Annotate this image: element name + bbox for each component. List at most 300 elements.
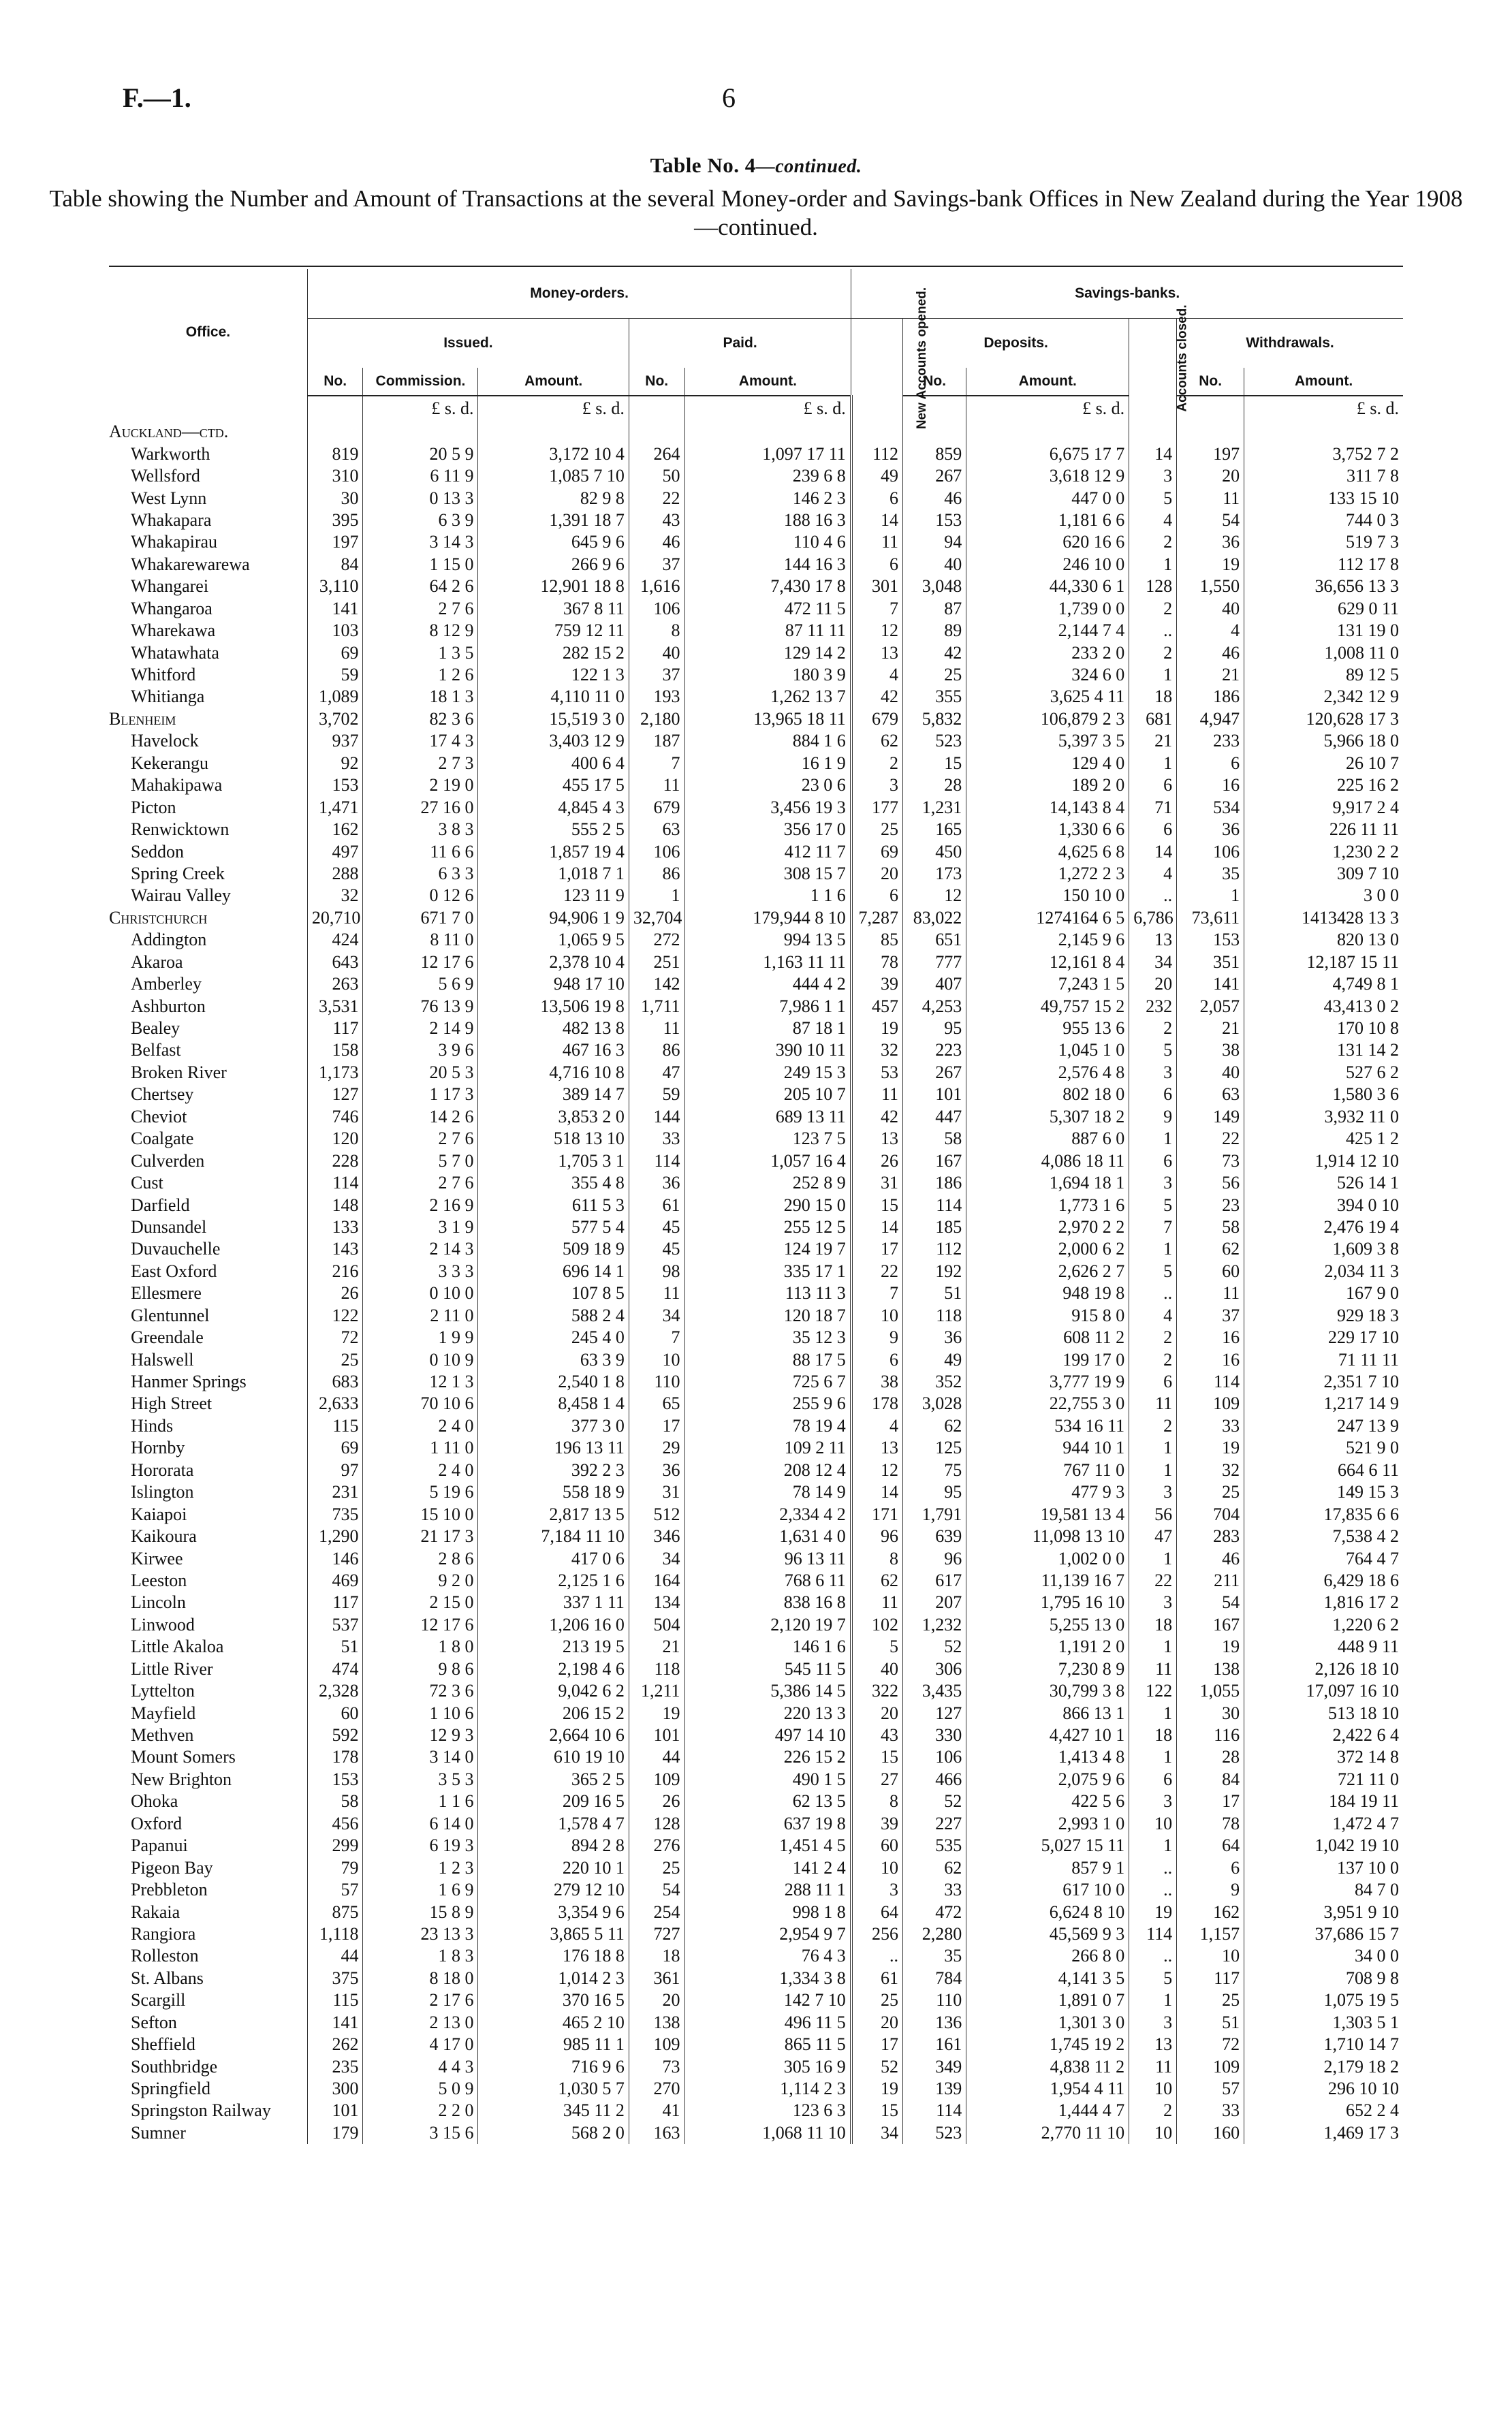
cell-paid-no: 109 [629, 2034, 684, 2055]
office-name: Whatawhata [131, 642, 219, 663]
cell-paid-no: 34 [629, 1305, 684, 1327]
table-row [109, 531, 1403, 553]
cell-paid-no: 101 [629, 1724, 684, 1746]
cell-deposits-no: 101 [903, 1084, 966, 1105]
cell-new-accounts: 12 [851, 1460, 903, 1481]
cell-accounts-closed: 14 [1129, 443, 1177, 464]
office-name: Addington [131, 930, 207, 950]
cell-commission: 6 19 3 [363, 1835, 478, 1857]
cell-deposits-no: 349 [903, 2055, 966, 2077]
cell-paid-no: 727 [629, 1923, 684, 1945]
cell-issued-amount: 2,540 1 8 [478, 1371, 629, 1393]
cell-accounts-closed: 2 [1129, 598, 1177, 620]
table-row [109, 1349, 1403, 1370]
cell-withdrawals-amount: 2,034 11 3 [1244, 1261, 1403, 1282]
cell-withdrawals-amount: 167 9 0 [1244, 1282, 1403, 1304]
cell-paid-amount: 87 11 11 [684, 620, 851, 642]
cell-issued-amount: 555 2 5 [478, 819, 629, 840]
cell-withdrawals-amount: 820 13 0 [1244, 929, 1403, 951]
table-row [109, 1261, 1403, 1282]
cell-withdrawals-no: 84 [1177, 1769, 1244, 1791]
table-row [109, 1216, 1403, 1238]
table-row [109, 1636, 1403, 1658]
cell-accounts-closed: 19 [1129, 1901, 1177, 1923]
cell-new-accounts: 301 [851, 575, 903, 597]
cell-paid-amount: 994 13 5 [684, 929, 851, 951]
office-name: Darfield [131, 1195, 190, 1215]
cell-issued-no: 746 [307, 1106, 363, 1128]
cell-withdrawals-amount: 71 11 11 [1244, 1349, 1403, 1370]
cell-accounts-closed: 5 [1129, 1039, 1177, 1061]
cell-withdrawals-amount: 296 10 10 [1244, 2078, 1403, 2100]
cell-issued-no: 497 [307, 840, 363, 862]
cell-paid-no: 63 [629, 819, 684, 840]
cell-withdrawals-no: 25 [1177, 1989, 1244, 2011]
cell-commission: 2 15 0 [363, 1592, 478, 1613]
cell-issued-amount: 1,578 4 7 [478, 1813, 629, 1835]
cell-issued-amount: 588 2 4 [478, 1305, 629, 1327]
cell-withdrawals-amount: 527 6 2 [1244, 1062, 1403, 1084]
cell-withdrawals-amount: 652 2 4 [1244, 2100, 1403, 2122]
cell-deposits-no: 355 [903, 686, 966, 708]
cell-new-accounts: 14 [851, 1481, 903, 1503]
cell-withdrawals-no: 37 [1177, 1305, 1244, 1327]
cell-issued-amount: 1,085 7 10 [478, 465, 629, 487]
cell-withdrawals-amount: 2,342 12 9 [1244, 686, 1403, 708]
cell-withdrawals-amount: 1,075 19 5 [1244, 1989, 1403, 2011]
cell-new-accounts: 679 [851, 708, 903, 730]
cell-new-accounts: 42 [851, 1106, 903, 1128]
cell-accounts-closed: 3 [1129, 1062, 1177, 1084]
table-subtitle: Table showing the Number and Amount of Transactions at the several Money-order and Savings-bank Offices in New Zealand during the Year 1908—continued. [49, 185, 1463, 240]
cell-new-accounts: 43 [851, 1724, 903, 1746]
cell-withdrawals-amount: 708 9 8 [1244, 1968, 1403, 1989]
cell-new-accounts: 322 [851, 1680, 903, 1702]
cell-accounts-closed: 681 [1129, 708, 1177, 730]
cell-deposits-amount: 1,739 0 0 [966, 598, 1129, 620]
cell-deposits-amount: 1274164 6 5 [966, 907, 1129, 929]
cell-issued-amount: 392 2 3 [478, 1460, 629, 1481]
cell-withdrawals-amount: 2,422 6 4 [1244, 1724, 1403, 1746]
cell-issued-amount: 3,172 10 4 [478, 443, 629, 464]
office-name: Bealey [131, 1018, 180, 1039]
cell-paid-amount: 288 11 1 [684, 1879, 851, 1901]
cell-new-accounts: 9 [851, 1327, 903, 1349]
cell-accounts-closed: 128 [1129, 575, 1177, 597]
table-row [109, 730, 1403, 752]
cell-paid-amount: 252 8 9 [684, 1172, 851, 1194]
cell-commission: 3 15 6 [363, 2122, 478, 2144]
cell-withdrawals-no: 6 [1177, 753, 1244, 774]
cell-commission: 1 2 6 [363, 664, 478, 686]
cell-issued-amount: 2,378 10 4 [478, 951, 629, 973]
cell-commission: 12 9 3 [363, 1724, 478, 1746]
cell-withdrawals-no [1177, 421, 1244, 443]
table-row [109, 1150, 1403, 1171]
cell-deposits-no: 267 [903, 1062, 966, 1084]
cell-paid-amount: 1,057 16 4 [684, 1150, 851, 1171]
cell-paid-no: 1,211 [629, 1680, 684, 1702]
cell-withdrawals-amount: 6,429 18 6 [1244, 1570, 1403, 1592]
cell-issued-amount: 279 12 10 [478, 1879, 629, 1901]
cell-paid-amount: 249 15 3 [684, 1062, 851, 1084]
table-row [109, 2122, 1403, 2144]
cell-issued-no: 819 [307, 443, 363, 464]
table-row [109, 929, 1403, 951]
cell-issued-no: 592 [307, 1724, 363, 1746]
cell-issued-no: 1,173 [307, 1062, 363, 1084]
cell-issued-amount: 355 4 8 [478, 1172, 629, 1194]
cell-commission: 12 17 6 [363, 951, 478, 973]
cell-new-accounts: 14 [851, 1216, 903, 1238]
cell-commission: 9 2 0 [363, 1570, 478, 1592]
cell-paid-no: 11 [629, 774, 684, 796]
cell-deposits-amount: 4,141 3 5 [966, 1968, 1129, 1989]
cell-deposits-amount: 12,161 8 4 [966, 951, 1129, 973]
cell-paid-no: 251 [629, 951, 684, 973]
cell-issued-no: 153 [307, 774, 363, 796]
cell-paid-no: 22 [629, 487, 684, 509]
cell-commission: 1 1 6 [363, 1791, 478, 1812]
cell-withdrawals-amount: 5,966 18 0 [1244, 730, 1403, 752]
cell-paid-no: 36 [629, 1460, 684, 1481]
office-name: Little Akaloa [131, 1637, 224, 1657]
cell-deposits-no: 52 [903, 1791, 966, 1812]
cell-commission: 6 3 3 [363, 863, 478, 885]
cell-issued-no: 72 [307, 1327, 363, 1349]
cell-withdrawals-no: 36 [1177, 819, 1244, 840]
cell-deposits-no: 58 [903, 1128, 966, 1150]
cell-issued-amount: 645 9 6 [478, 531, 629, 553]
cell-accounts-closed: 5 [1129, 1968, 1177, 1989]
cell-new-accounts: 10 [851, 1857, 903, 1878]
cell-commission: 21 17 3 [363, 1526, 478, 1547]
cell-issued-amount: 206 15 2 [478, 1702, 629, 1724]
cell-withdrawals-amount: 521 9 0 [1244, 1437, 1403, 1459]
cell-new-accounts: 52 [851, 2055, 903, 2077]
office-name: Papanui [131, 1835, 188, 1856]
cell-accounts-closed: 11 [1129, 1658, 1177, 1680]
cell-paid-no: 33 [629, 1128, 684, 1150]
cell-withdrawals-no: 141 [1177, 973, 1244, 995]
cell-paid-no: 37 [629, 554, 684, 575]
cell-withdrawals-amount: 17,835 6 6 [1244, 1503, 1403, 1525]
cell-deposits-amount: 3,618 12 9 [966, 465, 1129, 487]
cell-issued-amount: 7,184 11 10 [478, 1526, 629, 1547]
office-name: East Oxford [131, 1261, 217, 1281]
cell-accounts-closed: 1 [1129, 1702, 1177, 1724]
cell-new-accounts: 25 [851, 819, 903, 840]
table-row [109, 1614, 1403, 1636]
cell-new-accounts: 457 [851, 995, 903, 1017]
cell-commission: 0 10 0 [363, 1282, 478, 1304]
office-name: Whakapirau [131, 532, 218, 552]
cell-commission: 9 8 6 [363, 1658, 478, 1680]
cell-deposits-amount: 5,027 15 11 [966, 1835, 1129, 1857]
cell-commission: 70 10 6 [363, 1393, 478, 1415]
cell-withdrawals-no: 33 [1177, 2100, 1244, 2122]
cell-commission: 2 13 0 [363, 2012, 478, 2034]
cell-withdrawals-no: 6 [1177, 1857, 1244, 1878]
office-name: Glentunnel [131, 1305, 210, 1325]
cell-paid-amount: 5,386 14 5 [684, 1680, 851, 1702]
cell-withdrawals-amount: 1,914 12 10 [1244, 1150, 1403, 1171]
cell-accounts-closed: 6 [1129, 1769, 1177, 1791]
cell-paid-no: 504 [629, 1614, 684, 1636]
cell-commission: 5 7 0 [363, 1150, 478, 1171]
cell-issued-amount: 894 2 8 [478, 1835, 629, 1857]
cell-new-accounts: 17 [851, 2034, 903, 2055]
cell-issued-amount: 610 19 10 [478, 1746, 629, 1768]
cell-deposits-amount: 324 6 0 [966, 664, 1129, 686]
cell-issued-no: 148 [307, 1194, 363, 1216]
cell-deposits-amount: 7,230 8 9 [966, 1658, 1129, 1680]
office-name: Chertsey [131, 1084, 194, 1105]
cell-deposits-no: 52 [903, 1636, 966, 1658]
cell-deposits-amount: 233 2 0 [966, 642, 1129, 663]
cell-new-accounts: 26 [851, 1150, 903, 1171]
cell-paid-amount: 1,334 3 8 [684, 1968, 851, 1989]
cell-deposits-amount: 534 16 11 [966, 1415, 1129, 1437]
cell-commission: 11 6 6 [363, 840, 478, 862]
cell-paid-no: 54 [629, 1879, 684, 1901]
cell-withdrawals-no: 63 [1177, 1084, 1244, 1105]
cell-withdrawals-no: 56 [1177, 1172, 1244, 1194]
cell-issued-amount: 2,198 4 6 [478, 1658, 629, 1680]
cell-issued-no: 683 [307, 1371, 363, 1393]
cell-issued-amount: 467 16 3 [478, 1039, 629, 1061]
cell-commission: 1 10 6 [363, 1702, 478, 1724]
cell-new-accounts: 8 [851, 1791, 903, 1812]
cell-paid-amount: 490 1 5 [684, 1769, 851, 1791]
cell-accounts-closed: 18 [1129, 1614, 1177, 1636]
cell-deposits-amount: 1,413 4 8 [966, 1746, 1129, 1768]
cell-withdrawals-amount: 43,413 0 2 [1244, 995, 1403, 1017]
cell-deposits-no: 466 [903, 1769, 966, 1791]
cell-deposits-amount: 767 11 0 [966, 1460, 1129, 1481]
cell-withdrawals-amount: 84 7 0 [1244, 1879, 1403, 1901]
cell-paid-amount: 87 18 1 [684, 1018, 851, 1039]
cell-new-accounts: 102 [851, 1614, 903, 1636]
office-name: Southbridge [131, 2056, 218, 2077]
cell-issued-amount: 558 18 9 [478, 1481, 629, 1503]
table-row [109, 487, 1403, 509]
cell-new-accounts: 13 [851, 642, 903, 663]
cell-deposits-no: 114 [903, 2100, 966, 2122]
cell-paid-no: 41 [629, 2100, 684, 2122]
cell-new-accounts: 112 [851, 443, 903, 464]
cell-accounts-closed: 3 [1129, 2012, 1177, 2034]
cell-deposits-no: 3,048 [903, 575, 966, 597]
cell-withdrawals-no: 233 [1177, 730, 1244, 752]
cell-accounts-closed: 71 [1129, 796, 1177, 818]
header-deposits: Deposits. [903, 319, 1129, 368]
cell-accounts-closed: 6,786 [1129, 907, 1177, 929]
table-row [109, 1857, 1403, 1878]
cell-accounts-closed: 13 [1129, 929, 1177, 951]
cell-paid-amount: 2,334 4 2 [684, 1503, 851, 1525]
cell-issued-amount: 8,458 1 4 [478, 1393, 629, 1415]
cell-deposits-no: 83,022 [903, 907, 966, 929]
cell-withdrawals-no: 19 [1177, 1437, 1244, 1459]
cell-deposits-amount: 915 8 0 [966, 1305, 1129, 1327]
cell-paid-amount: 335 17 1 [684, 1261, 851, 1282]
cell-new-accounts: 42 [851, 686, 903, 708]
cell-withdrawals-amount: 131 19 0 [1244, 620, 1403, 642]
cell-new-accounts: 32 [851, 1039, 903, 1061]
cell-new-accounts: 6 [851, 554, 903, 575]
office-name: Christchurch [109, 907, 208, 928]
cell-issued-no: 30 [307, 487, 363, 509]
office-name: Kirwee [131, 1548, 183, 1568]
cell-new-accounts: 7,287 [851, 907, 903, 929]
cell-commission: 27 16 0 [363, 796, 478, 818]
cell-deposits-amount: 4,086 18 11 [966, 1150, 1129, 1171]
cell-accounts-closed: 10 [1129, 2122, 1177, 2144]
cell-withdrawals-no: 40 [1177, 598, 1244, 620]
cell-paid-no: 31 [629, 1481, 684, 1503]
header-savings-banks: Savings-banks. [851, 269, 1403, 319]
cell-paid-amount: 239 6 8 [684, 465, 851, 487]
cell-withdrawals-amount: 629 0 11 [1244, 598, 1403, 620]
table-continued: —continued. [755, 156, 862, 177]
cell-withdrawals-no: 58 [1177, 1216, 1244, 1238]
cell-withdrawals-no: 17 [1177, 1791, 1244, 1812]
cell-paid-no: 59 [629, 1084, 684, 1105]
office-name: Islington [131, 1482, 194, 1502]
cell-new-accounts: 20 [851, 863, 903, 885]
cell-withdrawals-amount: 131 14 2 [1244, 1039, 1403, 1061]
cell-paid-no: 25 [629, 1857, 684, 1878]
header-deposits-no: No. [903, 368, 966, 396]
cell-paid-no: 45 [629, 1238, 684, 1260]
cell-new-accounts: 38 [851, 1371, 903, 1393]
cell-deposits-amount: 477 9 3 [966, 1481, 1129, 1503]
cell-deposits-amount: 608 11 2 [966, 1327, 1129, 1349]
cell-withdrawals-amount: 4,749 8 1 [1244, 973, 1403, 995]
cell-withdrawals-amount: 309 7 10 [1244, 863, 1403, 885]
header-money-orders: Money-orders. [307, 269, 851, 319]
header-paid-amount: Amount. [684, 368, 851, 396]
cell-withdrawals-amount: 184 19 11 [1244, 1791, 1403, 1812]
cell-withdrawals-amount: 1,220 6 2 [1244, 1614, 1403, 1636]
cell-issued-amount: 518 13 10 [478, 1128, 629, 1150]
cell-paid-no: 110 [629, 1371, 684, 1393]
cell-new-accounts: 31 [851, 1172, 903, 1194]
cell-accounts-closed: 11 [1129, 1393, 1177, 1415]
cell-paid-amount: 13,965 18 11 [684, 708, 851, 730]
cell-paid-no: 32,704 [629, 907, 684, 929]
cell-deposits-amount: 887 6 0 [966, 1128, 1129, 1150]
cell-accounts-closed: 2 [1129, 2100, 1177, 2122]
cell-deposits-amount: 948 19 8 [966, 1282, 1129, 1304]
office-name: Whakarewarewa [131, 554, 250, 574]
cell-paid-no: 1,616 [629, 575, 684, 597]
table-row [109, 509, 1403, 531]
cell-issued-no: 84 [307, 554, 363, 575]
cell-accounts-closed [1129, 421, 1177, 443]
cell-issued-amount: 1,065 9 5 [478, 929, 629, 951]
cell-issued-amount: 948 17 10 [478, 973, 629, 995]
cell-commission: 2 14 3 [363, 1238, 478, 1260]
cell-new-accounts: 60 [851, 1835, 903, 1857]
cell-paid-no: 106 [629, 840, 684, 862]
cell-commission: 2 7 6 [363, 598, 478, 620]
cell-issued-no: 424 [307, 929, 363, 951]
table-row [109, 1592, 1403, 1613]
cell-deposits-no [903, 421, 966, 443]
cell-paid-amount: 768 6 11 [684, 1570, 851, 1592]
cell-accounts-closed: 7 [1129, 1216, 1177, 1238]
cell-issued-amount: 1,206 16 0 [478, 1614, 629, 1636]
cell-deposits-no: 1,791 [903, 1503, 966, 1525]
cell-paid-amount: 1,262 13 7 [684, 686, 851, 708]
cell-new-accounts [851, 421, 903, 443]
cell-new-accounts: .. [851, 1945, 903, 1967]
cell-deposits-no: 40 [903, 554, 966, 575]
office-name: Coalgate [131, 1129, 194, 1149]
cell-issued-amount: 509 18 9 [478, 1238, 629, 1260]
table-row [109, 1680, 1403, 1702]
cell-paid-amount: 120 18 7 [684, 1305, 851, 1327]
cell-commission: 1 9 9 [363, 1327, 478, 1349]
table-row [109, 1526, 1403, 1547]
cell-deposits-no: 127 [903, 1702, 966, 1724]
office-name: Wellsford [131, 466, 200, 486]
cell-paid-no: 21 [629, 1636, 684, 1658]
cell-deposits-no: 1,232 [903, 1614, 966, 1636]
cell-deposits-amount: 1,272 2 3 [966, 863, 1129, 885]
table-number: Table No. 4 [650, 153, 756, 177]
cell-deposits-amount: 857 9 1 [966, 1857, 1129, 1878]
cell-withdrawals-no: 534 [1177, 796, 1244, 818]
cell-new-accounts: 7 [851, 598, 903, 620]
cell-withdrawals-amount: 764 4 7 [1244, 1547, 1403, 1569]
cell-issued-no: 143 [307, 1238, 363, 1260]
cell-paid-amount: 3,456 19 3 [684, 796, 851, 818]
cell-commission: 1 3 5 [363, 642, 478, 663]
cell-commission: 4 17 0 [363, 2034, 478, 2055]
office-name: Prebbleton [131, 1880, 208, 1900]
office-name: Hornby [131, 1438, 185, 1458]
cell-issued-amount: 2,817 13 5 [478, 1503, 629, 1525]
cell-deposits-amount: 2,970 2 2 [966, 1216, 1129, 1238]
cell-deposits-no: 192 [903, 1261, 966, 1282]
office-name: Sumner [131, 2122, 186, 2143]
cell-new-accounts: 10 [851, 1305, 903, 1327]
table-row [109, 1570, 1403, 1592]
cell-new-accounts: 11 [851, 531, 903, 553]
cell-issued-no: 263 [307, 973, 363, 995]
cell-commission: 8 18 0 [363, 1968, 478, 1989]
cell-new-accounts: 15 [851, 1194, 903, 1216]
cell-paid-amount: 412 11 7 [684, 840, 851, 862]
cell-withdrawals-amount: 929 18 3 [1244, 1305, 1403, 1327]
cell-accounts-closed: 4 [1129, 509, 1177, 531]
cell-accounts-closed: 122 [1129, 1680, 1177, 1702]
cell-deposits-amount: 447 0 0 [966, 487, 1129, 509]
cell-paid-amount: 146 2 3 [684, 487, 851, 509]
cell-commission: 1 8 0 [363, 1636, 478, 1658]
cell-paid-no: 37 [629, 664, 684, 686]
page-number: 6 [722, 82, 736, 113]
cell-withdrawals-no: 35 [1177, 863, 1244, 885]
cell-commission: 15 10 0 [363, 1503, 478, 1525]
cell-withdrawals-no: 2,057 [1177, 995, 1244, 1017]
cell-issued-amount: 1,857 19 4 [478, 840, 629, 862]
cell-accounts-closed: 56 [1129, 1503, 1177, 1525]
cell-withdrawals-no: 19 [1177, 554, 1244, 575]
